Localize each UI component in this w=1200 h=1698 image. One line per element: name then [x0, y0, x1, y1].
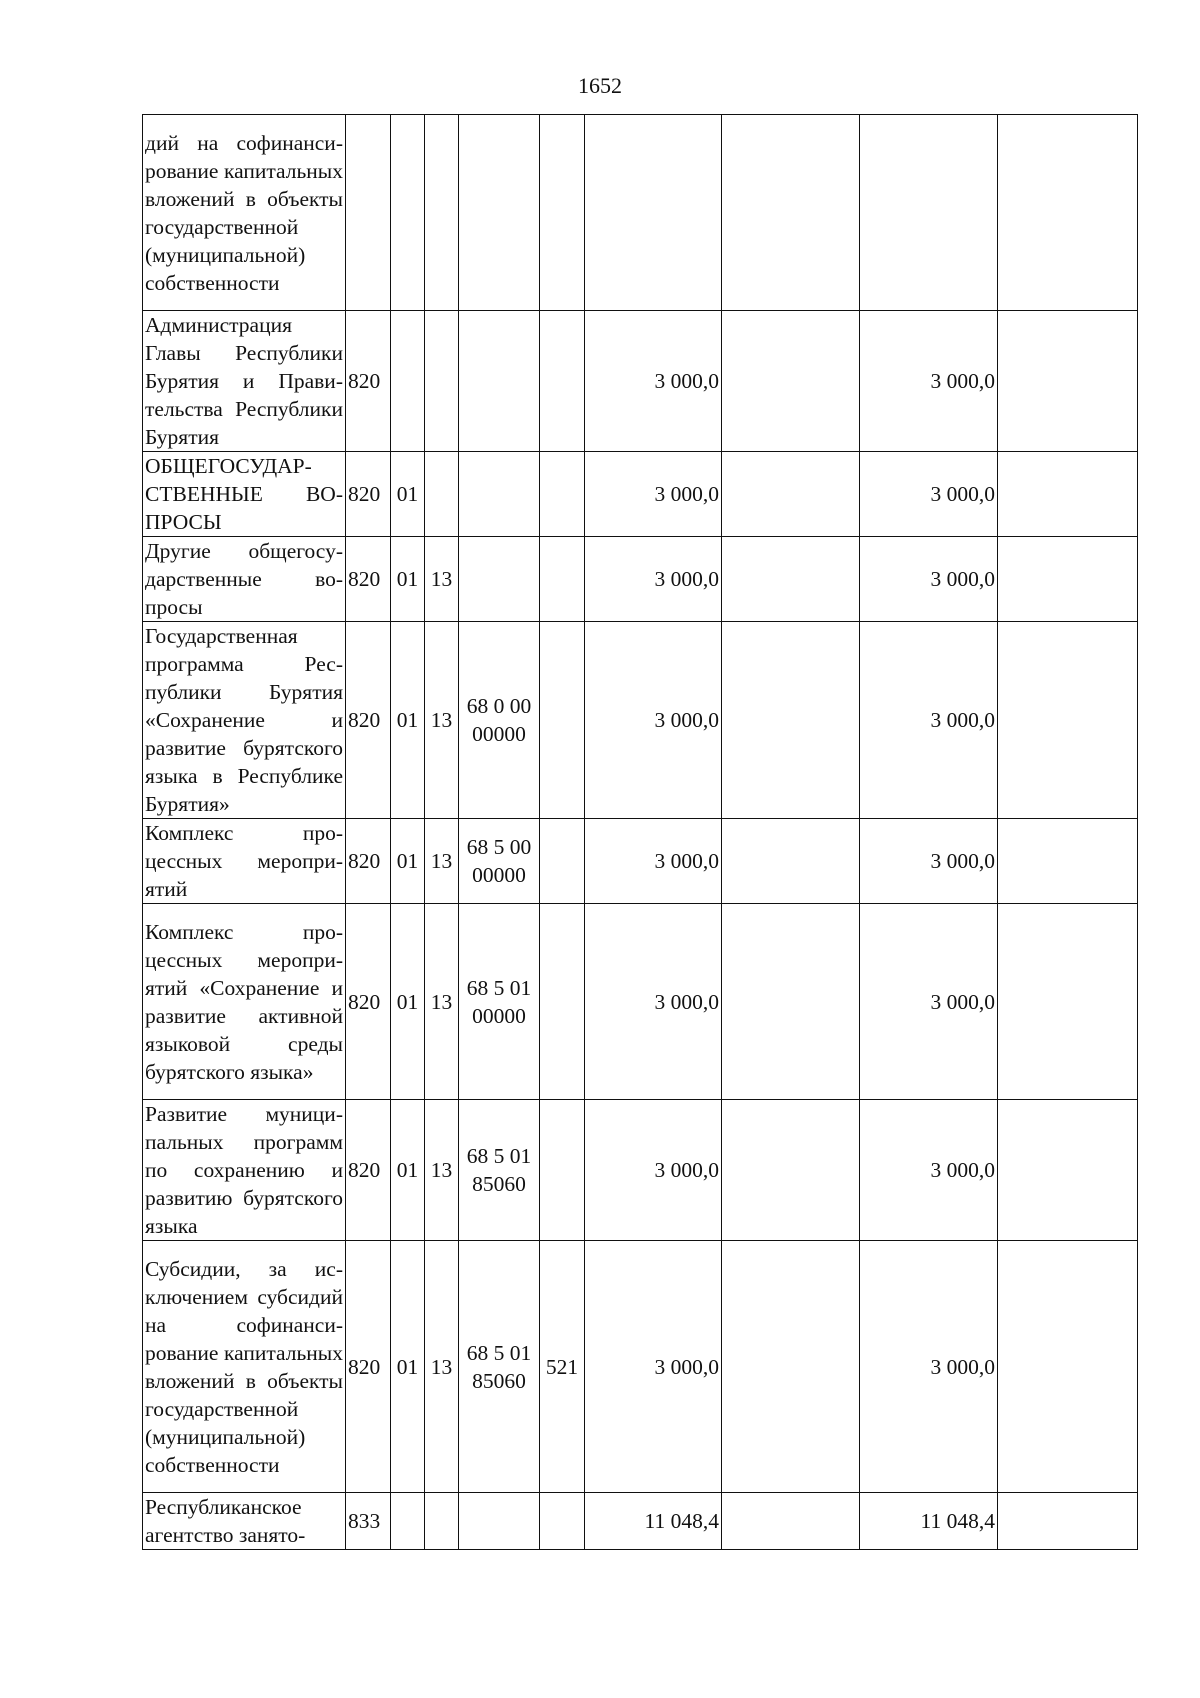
row-sum2-empty	[722, 115, 860, 311]
row-vr: 521	[540, 1241, 585, 1493]
row-csr	[459, 115, 540, 311]
row-sum1: 3 000,0	[585, 1100, 722, 1241]
row-pr: 13	[425, 622, 459, 819]
row-sum1: 3 000,0	[585, 819, 722, 904]
row-pr: 13	[425, 904, 459, 1100]
row-gr	[346, 115, 391, 311]
row-name: Субсидии, за исключением субсидий на софинансирование капитальных вложений в объекты государственной (муниципальной) собственности	[143, 1241, 346, 1493]
row-name: Администрация Главы Республики Бурятия и Правительства Республики Бурятия	[143, 311, 346, 452]
row-sum2: 3 000,0	[860, 904, 998, 1100]
row-name: Развитие муниципальных программ по сохранению и развитию бурятского языка	[143, 1100, 346, 1241]
table-row	[143, 819, 1138, 904]
row-rz	[391, 1493, 425, 1550]
row-sum1: 3 000,0	[585, 311, 722, 452]
row-csr-line2: 00000	[472, 863, 526, 887]
row-sum3	[998, 452, 1138, 537]
row-gr: 820	[346, 452, 391, 537]
row-sum1: 3 000,0	[585, 537, 722, 622]
row-rz: 01	[391, 819, 425, 904]
row-sum1: 11 048,4	[585, 1493, 722, 1550]
row-csr-line1: 68 5 00	[466, 835, 532, 859]
row-sum3	[998, 1493, 1138, 1550]
row-name: Другие общегосударственные вопросы	[143, 537, 346, 622]
row-vr	[540, 904, 585, 1100]
row-sum2: 3 000,0	[860, 622, 998, 819]
row-sum2-empty	[722, 1100, 860, 1241]
row-csr-line1: 68 5 01	[466, 975, 532, 1000]
row-sum3	[998, 622, 1138, 819]
row-sum2: 3 000,0	[860, 1241, 998, 1493]
row-gr: 820	[346, 622, 391, 819]
row-pr	[425, 311, 459, 452]
table-row	[143, 1100, 1138, 1241]
row-csr-line2: 85060	[472, 1172, 526, 1196]
row-vr	[540, 537, 585, 622]
row-sum1: 3 000,0	[585, 622, 722, 819]
row-sum3	[998, 819, 1138, 904]
row-rz: 01	[391, 1100, 425, 1241]
row-sum2: 3 000,0	[860, 819, 998, 904]
row-vr	[540, 115, 585, 311]
row-sum3	[998, 311, 1138, 452]
row-name: Комплекс процессных мероприятий	[143, 819, 346, 904]
row-gr: 820	[346, 819, 391, 904]
row-name: Республиканское агентство занято-	[143, 1493, 346, 1550]
row-name: дий на софинансирование капитальных вложений в объекты государственной (муниципальной) собственности	[143, 115, 346, 311]
row-pr	[425, 452, 459, 537]
row-csr	[459, 1241, 540, 1493]
row-csr	[459, 537, 540, 622]
row-sum1: 3 000,0	[585, 904, 722, 1100]
row-csr-line2: 00000	[472, 722, 526, 746]
row-vr	[540, 1100, 585, 1241]
row-sum2-empty	[722, 311, 860, 452]
row-vr	[540, 452, 585, 537]
row-csr	[459, 819, 540, 904]
row-csr	[459, 622, 540, 819]
row-vr	[540, 1493, 585, 1550]
row-name: Комплекс процессных мероприятий «Сохранение и развитие активной языковой среды бурятского языка»	[143, 904, 346, 1100]
row-csr-line1: 68 0 00	[466, 694, 532, 718]
row-vr	[540, 311, 585, 452]
row-rz: 01	[391, 537, 425, 622]
row-csr-line1: 68 5 01	[466, 1340, 532, 1365]
table-row	[143, 1493, 1138, 1550]
row-gr: 820	[346, 311, 391, 452]
row-sum1: 3 000,0	[585, 452, 722, 537]
row-pr: 13	[425, 819, 459, 904]
table-row	[143, 115, 1138, 311]
row-csr	[459, 1493, 540, 1550]
row-rz	[391, 311, 425, 452]
row-vr	[540, 622, 585, 819]
row-sum2-empty	[722, 622, 860, 819]
row-csr-line2: 85060	[472, 1368, 526, 1393]
row-rz: 01	[391, 904, 425, 1100]
row-sum2-empty	[722, 452, 860, 537]
row-name: ОБЩЕГОСУДАРСТВЕННЫЕ ВОПРОСЫ	[143, 452, 346, 537]
row-gr: 833	[346, 1493, 391, 1550]
row-pr: 13	[425, 1100, 459, 1241]
row-csr-line1: 68 5 01	[466, 1144, 532, 1168]
row-sum1: 3 000,0	[585, 1241, 722, 1493]
row-gr: 820	[346, 537, 391, 622]
row-sum2	[860, 115, 998, 311]
row-sum2: 3 000,0	[860, 1100, 998, 1241]
table-row	[143, 904, 1138, 1100]
row-sum3	[998, 1241, 1138, 1493]
row-gr: 820	[346, 1241, 391, 1493]
row-rz	[391, 115, 425, 311]
table-row	[143, 537, 1138, 622]
row-pr	[425, 115, 459, 311]
row-pr	[425, 1493, 459, 1550]
table-row	[143, 622, 1138, 819]
row-sum2-empty	[722, 904, 860, 1100]
row-gr: 820	[346, 904, 391, 1100]
row-gr: 820	[346, 1100, 391, 1241]
row-csr	[459, 311, 540, 452]
row-csr	[459, 904, 540, 1100]
row-csr	[459, 452, 540, 537]
row-csr-line2: 00000	[472, 1003, 526, 1028]
row-sum3	[998, 115, 1138, 311]
page-number: 1652	[578, 73, 622, 98]
table-row	[143, 311, 1138, 452]
row-rz: 01	[391, 452, 425, 537]
row-sum2: 3 000,0	[860, 311, 998, 452]
row-sum3	[998, 904, 1138, 1100]
row-sum2-empty	[722, 819, 860, 904]
row-sum1	[585, 115, 722, 311]
row-sum2-empty	[722, 1493, 860, 1550]
row-pr: 13	[425, 537, 459, 622]
row-csr	[459, 1100, 540, 1241]
row-pr: 13	[425, 1241, 459, 1493]
row-sum2-empty	[722, 1241, 860, 1493]
row-sum3	[998, 1100, 1138, 1241]
row-vr	[540, 819, 585, 904]
row-rz: 01	[391, 622, 425, 819]
table-row	[143, 452, 1138, 537]
row-sum2: 3 000,0	[860, 452, 998, 537]
row-sum3	[998, 537, 1138, 622]
row-rz: 01	[391, 1241, 425, 1493]
row-name: Государственная программа Республики Бурятия «Сохранение и развитие бурятского языка в Республике Бурятия»	[143, 622, 346, 819]
budget-table	[142, 114, 1138, 1550]
row-sum2: 11 048,4	[860, 1493, 998, 1550]
row-sum2-empty	[722, 537, 860, 622]
table-row	[143, 1241, 1138, 1493]
row-sum2: 3 000,0	[860, 537, 998, 622]
